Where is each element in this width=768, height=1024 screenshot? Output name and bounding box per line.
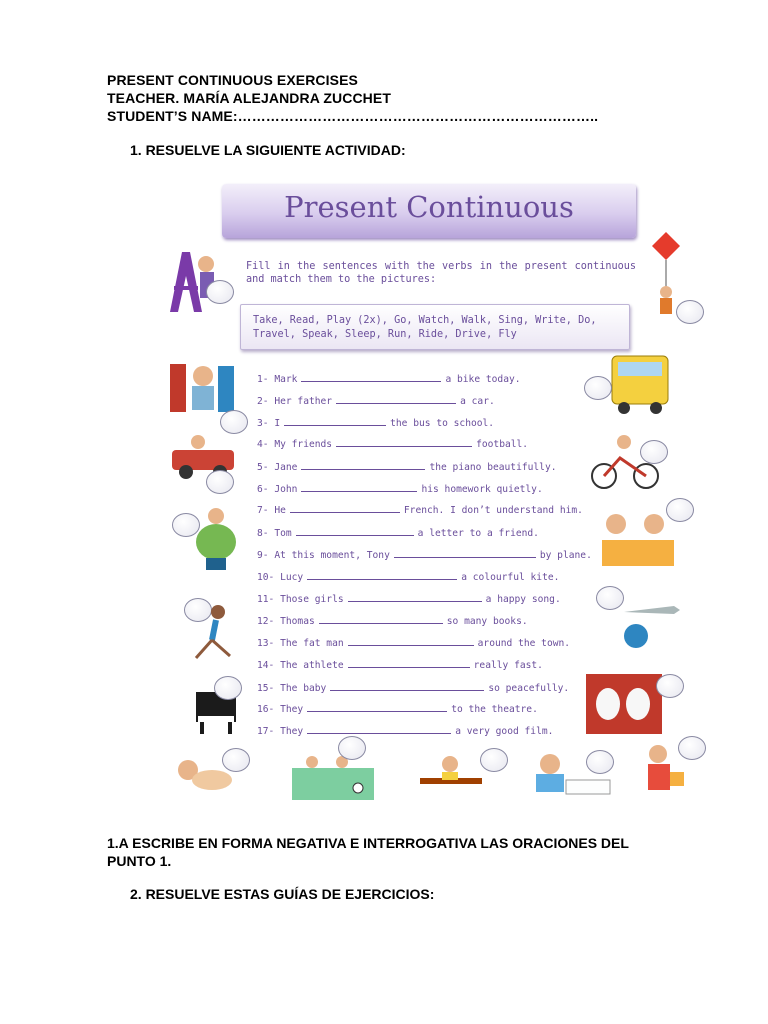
worksheet-image [150, 180, 690, 805]
sentence-start: 4- My friends [257, 439, 333, 450]
sentence-start: 13- The fat man [257, 638, 344, 649]
answer-circle[interactable] [206, 280, 234, 304]
document-title: PRESENT CONTINUOUS EXERCISES [107, 72, 358, 88]
answer-blank[interactable] [319, 614, 443, 624]
homework-picture [420, 754, 482, 802]
running-athlete-picture [188, 604, 244, 664]
sentence-end: a car. [460, 396, 495, 407]
sentence-row [257, 372, 521, 385]
answer-circle[interactable] [640, 440, 668, 464]
sentence-row [257, 592, 561, 605]
sentence-start: 2- Her father [257, 396, 333, 407]
question-1: 1. RESUELVE LA SIGUIENTE ACTIVIDAD: [130, 142, 406, 158]
sentence-row [257, 548, 592, 561]
answer-circle[interactable] [678, 736, 706, 760]
answer-blank[interactable] [307, 724, 451, 734]
answer-blank[interactable] [330, 681, 484, 691]
answer-blank[interactable] [290, 503, 400, 513]
sentence-start: 8- Tom [257, 528, 292, 539]
sentence-end: by plane. [539, 550, 592, 561]
sentence-row [257, 636, 570, 649]
sentence-start: 15- The baby [257, 683, 327, 694]
answer-blank[interactable] [336, 394, 456, 404]
answer-blank[interactable] [394, 548, 536, 558]
answer-blank[interactable] [348, 658, 470, 668]
sentence-start: 16- They [257, 704, 304, 715]
student-name-line: STUDENT’S NAME:………………………………………………………………….. [107, 108, 599, 124]
sentence-start: 10- Lucy [257, 572, 304, 583]
answer-blank[interactable] [301, 460, 425, 470]
sentence-end: a letter to a friend. [417, 528, 539, 539]
sentence-row [257, 526, 539, 539]
answer-blank[interactable] [301, 372, 441, 382]
sentence-end: a happy song. [485, 594, 561, 605]
friends-picture [598, 510, 678, 570]
sentence-end: a bike today. [445, 374, 521, 385]
answer-circle[interactable] [656, 674, 684, 698]
answer-circle[interactable] [676, 300, 704, 324]
answer-blank[interactable] [284, 416, 386, 426]
sentence-start: 3- I [257, 418, 281, 429]
sentence-row [257, 570, 559, 583]
worksheet-title: Present Continuous [284, 190, 574, 224]
sentence-row [257, 416, 494, 429]
answer-circle[interactable] [220, 410, 248, 434]
sentence-end: so many books. [446, 616, 528, 627]
answer-circle[interactable] [206, 470, 234, 494]
verb-list: Take, Read, Play (2x), Go, Watch, Walk, Sing, Write, Do, Travel, Speak, Sleep, Run, Ride, Drive, Fly [253, 315, 597, 340]
sentence-start: 6- John [257, 484, 298, 495]
sentence-row [257, 658, 543, 671]
sentence-row [257, 614, 528, 627]
sentence-row [257, 503, 583, 516]
answer-blank[interactable] [307, 702, 447, 712]
sentence-start: 5- Jane [257, 462, 298, 473]
sentence-row [257, 681, 569, 694]
worksheet-banner [222, 184, 636, 238]
answer-blank[interactable] [307, 570, 457, 580]
answer-circle[interactable] [214, 676, 242, 700]
sentence-start: 12- Thomas [257, 616, 315, 627]
answer-circle[interactable] [338, 736, 366, 760]
sentence-row [257, 460, 557, 473]
plane-globe-picture [614, 592, 684, 652]
sentence-end: a very good film. [455, 726, 554, 737]
answer-circle[interactable] [586, 750, 614, 774]
sentence-row [257, 482, 543, 495]
sentence-start: 11- Those girls [257, 594, 344, 605]
school-bus-picture [608, 350, 672, 416]
verb-box [240, 304, 630, 350]
answer-blank[interactable] [336, 437, 472, 447]
answer-blank[interactable] [296, 526, 414, 536]
sentence-end: the piano beautifully. [429, 462, 557, 473]
answer-blank[interactable] [301, 482, 417, 492]
sentence-end: French. I don’t understand him. [403, 505, 583, 516]
answer-circle[interactable] [666, 498, 694, 522]
sentence-end: a colourful kite. [461, 572, 560, 583]
answer-circle[interactable] [584, 376, 612, 400]
sentence-start: 17- They [257, 726, 304, 737]
worksheet-instructions: Fill in the sentences with the verbs in the present continuous and match them to the pictures: [246, 261, 636, 285]
theatre-masks-picture [586, 674, 662, 734]
sentence-start: 14- The athlete [257, 660, 344, 671]
sentence-end: to the theatre. [451, 704, 538, 715]
answer-circle[interactable] [480, 748, 508, 772]
sentence-end: so peacefully. [488, 683, 570, 694]
teacher-line: TEACHER. MARÍA ALEJANDRA ZUCCHET [107, 90, 391, 106]
sentence-start: 1- Mark [257, 374, 298, 385]
sentence-row [257, 394, 495, 407]
answer-blank[interactable] [348, 592, 482, 602]
sentence-row [257, 702, 538, 715]
answer-circle[interactable] [222, 748, 250, 772]
sentence-end: around the town. [477, 638, 571, 649]
sentence-end: the bus to school. [390, 418, 495, 429]
sentence-end: his homework quietly. [421, 484, 543, 495]
question-2: 2. RESUELVE ESTAS GUÍAS DE EJERCICIOS: [130, 886, 435, 902]
reading-boy-picture [168, 354, 238, 414]
fat-man-picture [192, 506, 240, 572]
sentence-row [257, 724, 553, 737]
sentence-end: really fast. [473, 660, 543, 671]
sentence-start: 7- He [257, 505, 286, 516]
question-1a: 1.A ESCRIBE EN FORMA NEGATIVA E INTERROGATIVA LAS ORACIONES DEL PUNTO 1. [107, 835, 629, 869]
answer-blank[interactable] [348, 636, 474, 646]
sentence-start: 9- At this moment, Tony [257, 550, 390, 561]
sentence-row [257, 437, 528, 450]
sentence-end: football. [476, 439, 529, 450]
